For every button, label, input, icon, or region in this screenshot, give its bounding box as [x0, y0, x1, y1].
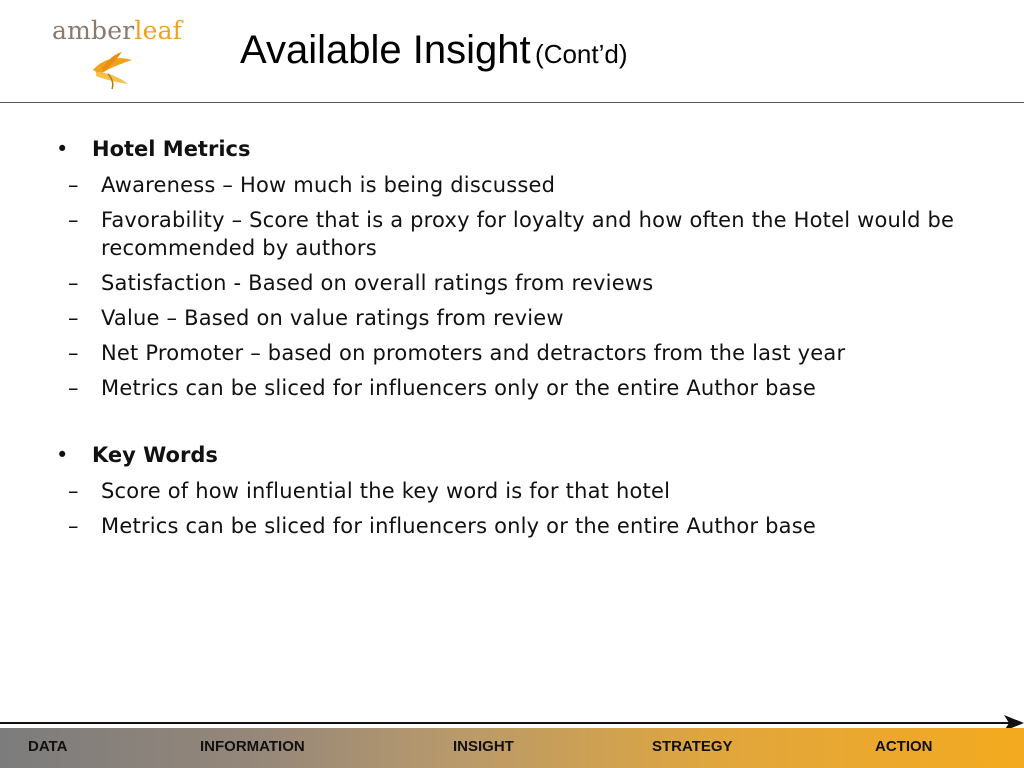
list-item [56, 339, 976, 367]
dash-icon: – [68, 514, 79, 538]
dash-icon: – [68, 376, 79, 400]
slide-content [56, 136, 976, 547]
process-footer [0, 728, 1024, 768]
footer-label-action: ACTION [875, 738, 933, 755]
dash-icon: – [68, 208, 79, 232]
footer-label-data: DATA [28, 738, 68, 755]
list-item-text: Metrics can be sliced for influencers only or the entire Author base [101, 376, 816, 400]
list-item-text: Satisfaction - Based on overall ratings from reviews [101, 271, 654, 295]
list-item [56, 477, 976, 505]
title-main: Available Insight [240, 28, 531, 72]
footer-label-information: INFORMATION [200, 738, 305, 755]
footer-label-strategy: STRATEGY [652, 738, 733, 755]
footer-label-insight: INSIGHT [453, 738, 514, 755]
dash-icon: – [68, 341, 79, 365]
hotel-metrics-list [56, 171, 976, 402]
dash-icon: – [68, 479, 79, 503]
section-hotel-metrics [56, 136, 976, 162]
leaf-icon [88, 50, 138, 90]
bullet-icon: • [56, 137, 69, 161]
section-heading: Key Words [92, 443, 218, 467]
list-item-text: Favorability – Score that is a proxy for loyalty and how often the Hotel would be recommended by authors [101, 208, 955, 260]
list-item [56, 512, 976, 540]
key-words-list [56, 477, 976, 540]
section-key-words [56, 442, 976, 468]
title-sub: (Cont’d) [535, 39, 628, 69]
footer-divider [0, 722, 1010, 724]
dash-icon: – [68, 271, 79, 295]
list-item-text: Awareness – How much is being discussed [101, 173, 556, 197]
section-spacer [56, 409, 976, 442]
logo-text-leaf: leaf [134, 16, 183, 45]
list-item-text: Score of how influential the key word is for that hotel [101, 479, 671, 503]
logo-wordmark [52, 16, 182, 45]
header-divider [0, 102, 1024, 103]
list-item-text: Metrics can be sliced for influencers only or the entire Author base [101, 514, 816, 538]
page-title [240, 28, 628, 73]
list-item-text: Value – Based on value ratings from review [101, 306, 564, 330]
list-item [56, 269, 976, 297]
dash-icon: – [68, 306, 79, 330]
section-heading: Hotel Metrics [92, 137, 251, 161]
list-item-text: Net Promoter – based on promoters and detractors from the last year [101, 341, 846, 365]
list-item [56, 171, 976, 199]
list-item [56, 304, 976, 332]
bullet-icon: • [56, 443, 69, 467]
amberleaf-logo [52, 16, 182, 88]
dash-icon: – [68, 173, 79, 197]
list-item [56, 374, 976, 402]
list-item [56, 206, 976, 262]
logo-text-amber: amber [52, 16, 135, 45]
